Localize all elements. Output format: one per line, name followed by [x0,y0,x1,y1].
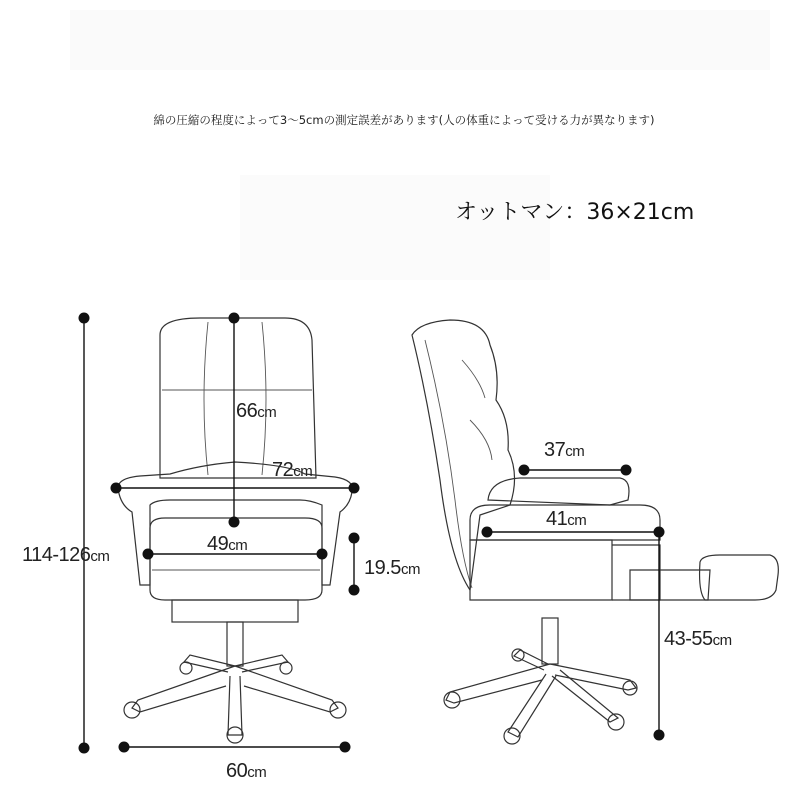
seat-width-label: 49cm [207,533,248,555]
measurement-note: 綿の圧縮の程度によって3～5cmの測定誤差があります(人の体重によって受ける力が異なります) [153,113,655,127]
seat-height-label: 43-55cm [664,628,732,650]
ottoman-size: オットマン：36×21cm [455,200,695,225]
armrest-depth-label: 37cm [544,439,585,461]
backrest-height-label: 66cm [236,400,277,422]
base-width-label: 60cm [226,760,267,782]
overall-width-dimension [111,483,360,494]
overall-width-label: 72cm [272,459,313,481]
faint-panel [240,175,550,280]
seat-depth-label: 41cm [546,508,587,530]
seat-height-dimension [654,532,665,741]
front-chair-outline [118,318,352,743]
seat-thickness-label: 19.5cm [364,557,420,579]
faint-panel [70,10,770,70]
armrest-depth-dimension [519,465,632,476]
total-height-dimension [79,313,90,754]
total-height-label: 114-126cm [22,544,110,566]
seat-thickness-dimension [349,533,360,596]
